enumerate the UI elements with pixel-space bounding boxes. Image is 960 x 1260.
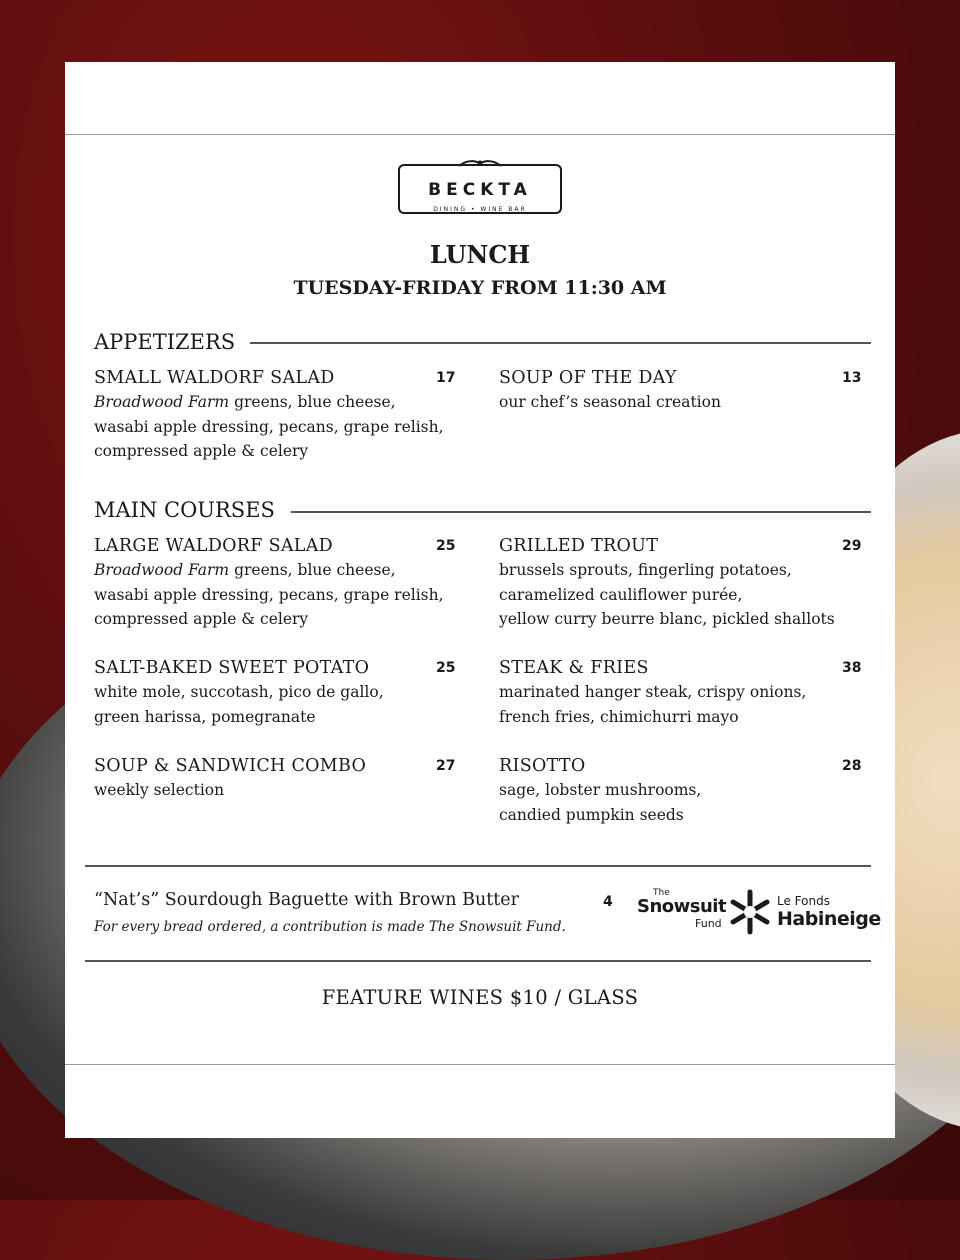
logo-tagline: DINING • WINE BAR [433, 206, 527, 213]
main-courses-rule [291, 511, 871, 513]
menu-item [94, 658, 474, 729]
item-name: SOUP OF THE DAY [499, 368, 677, 388]
item-name: SMALL WALDORF SALAD [94, 368, 335, 388]
item-description: Broadwood Farm greens, blue cheese, wasabi apple dressing, pecans, grape relish, compressed apple & celery [94, 561, 444, 628]
menu-item [94, 756, 474, 803]
bread-price: 4 [603, 894, 613, 910]
item-price: 28 [842, 758, 862, 774]
item-name: LARGE WALDORF SALAD [94, 536, 334, 556]
snowsuit-fund-logo: The Snowsuit Fund Le Fonds Habineige [637, 884, 877, 940]
menu-item [499, 368, 879, 415]
item-price: 25 [436, 538, 456, 554]
item-name: SOUP & SANDWICH COMBO [94, 756, 367, 776]
item-name: STEAK & FRIES [499, 658, 649, 678]
bread-bottom-rule [85, 960, 871, 962]
item-price: 38 [842, 660, 862, 676]
farm-name: Broadwood Farm [94, 561, 230, 579]
item-price: 29 [842, 538, 862, 554]
menu-item [94, 368, 474, 464]
farm-name: Broadwood Farm [94, 393, 230, 411]
appetizers-heading: APPETIZERS [94, 330, 236, 354]
item-description: sage, lobster mushrooms, candied pumpkin seeds [499, 781, 702, 824]
item-description: white mole, succotash, pico de gallo, green harissa, pomegranate [94, 683, 384, 726]
page-subtitle: TUESDAY-FRIDAY FROM 11:30 AM [293, 277, 667, 299]
menu-item [499, 658, 879, 729]
bottom-divider [65, 1064, 895, 1065]
item-name: SALT-BAKED SWEET POTATO [94, 658, 370, 678]
item-description: Broadwood Farm greens, blue cheese, wasabi apple dressing, pecans, grape relish, compressed apple & celery [94, 393, 444, 460]
top-divider [65, 134, 895, 135]
item-price: 17 [436, 370, 456, 386]
item-name: GRILLED TROUT [499, 536, 659, 556]
menu-card [65, 62, 895, 1138]
item-name: RISOTTO [499, 756, 586, 776]
item-price: 13 [842, 370, 862, 386]
item-description: our chef’s seasonal creation [499, 393, 721, 411]
item-description: brussels sprouts, fingerling potatoes, caramelized cauliflower purée, yellow curry beurre blanc, pickled shallots [499, 561, 835, 628]
appetizers-rule [250, 342, 871, 344]
item-price: 27 [436, 758, 456, 774]
menu-item [499, 536, 879, 632]
menu-item [94, 536, 474, 632]
item-description: marinated hanger steak, crispy onions, french fries, chimichurri mayo [499, 683, 807, 726]
item-price: 25 [436, 660, 456, 676]
menu-item [499, 756, 879, 827]
snowflake-icon [727, 888, 773, 936]
logo-name: BECKTA [428, 180, 532, 200]
main-courses-heading: MAIN COURSES [94, 498, 275, 522]
bread-top-rule [85, 865, 871, 867]
item-description: weekly selection [94, 781, 225, 799]
bread-name: “Nat’s” Sourdough Baguette with Brown Butter [94, 890, 520, 910]
feature-wines: FEATURE WINES $10 / GLASS [321, 986, 639, 1009]
page-title: LUNCH [429, 240, 531, 269]
bread-note: For every bread ordered, a contribution is made The Snowsuit Fund. [94, 919, 566, 935]
